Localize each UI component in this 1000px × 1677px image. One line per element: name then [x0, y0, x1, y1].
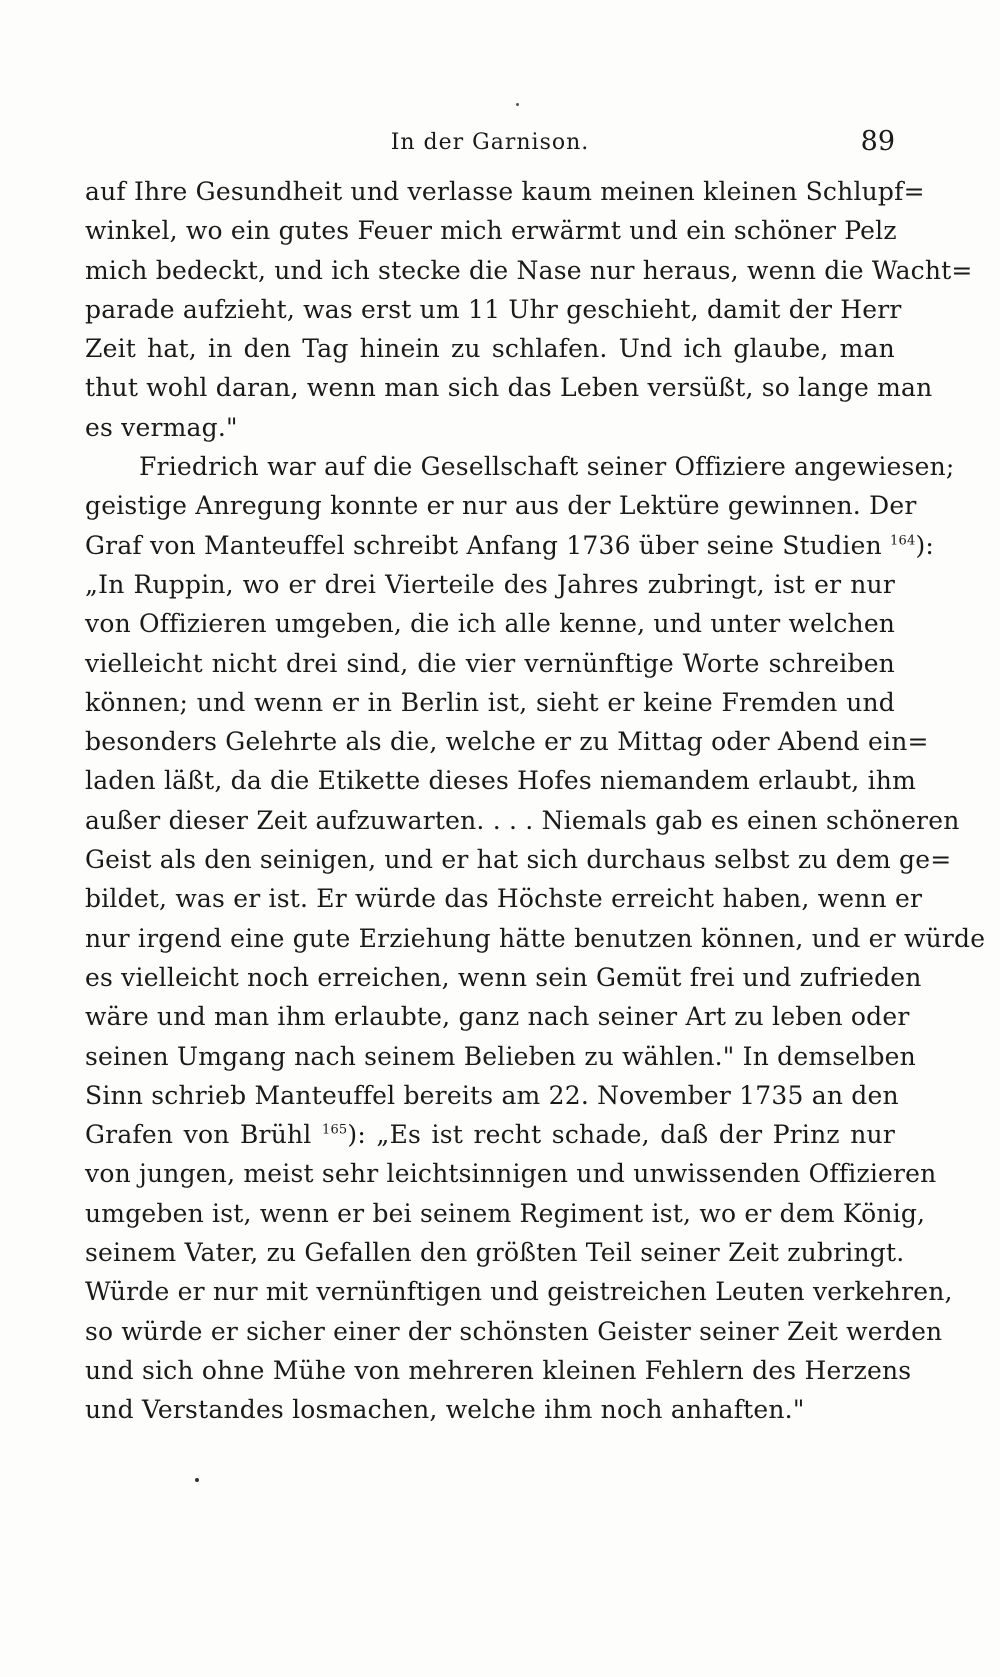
text-line: seinem Vater, zu Gefallen den größten Teil seiner Zeit zubringt.	[85, 1238, 905, 1268]
text-line	[85, 526, 935, 565]
paragraph-1	[85, 172, 973, 447]
text-line: Zeit hat, in den Tag hinein zu schlafen. Und ich glaube, man	[85, 334, 895, 364]
text-line: „In Ruppin, wo er drei Vierteile des Jahres zubringt, ist er nur	[85, 569, 895, 599]
text-line: parade aufzieht, was erst um 11 Uhr geschieht, damit der Herr	[85, 294, 902, 324]
text-line: laden läßt, da die Etikette dieses Hofes niemandem erlaubt, ihm	[85, 766, 916, 796]
page-header	[85, 124, 895, 164]
line-text: Graf von Manteuffel schreibt Anfang 1736 über seine Studien	[85, 530, 882, 560]
text-line: auf Ihre Gesundheit und verlasse kaum meinen kleinen Schlupf=	[85, 177, 925, 206]
text-line: seinen Umgang nach seinem Belieben zu wählen." In demselben	[85, 1041, 916, 1071]
text-line: besonders Gelehrte als die, welche er zu Mittag oder Abend ein=	[85, 727, 929, 757]
footnote-ref-164: 164	[890, 533, 916, 549]
page-number: 89	[860, 126, 895, 157]
text-line: mich bedeckt, und ich stecke die Nase nur heraus, wenn die Wacht=	[85, 255, 973, 285]
line-text-tail: ):	[915, 530, 935, 560]
text-line: und Verstandes losmachen, welche ihm noch anhaften."	[85, 1395, 805, 1425]
text-line: bildet, was er ist. Er würde das Höchste erreicht haben, wenn er	[85, 884, 923, 914]
text-line: es vermag."	[85, 412, 238, 442]
text-line: geistige Anregung konnte er nur aus der Lektüre gewinnen. Der	[85, 491, 917, 521]
running-title: In der Garnison.	[390, 130, 590, 155]
text-line: vielleicht nicht drei sind, die vier vernünftige Worte schreiben	[85, 648, 895, 678]
print-speck	[516, 103, 519, 106]
text-line: thut wohl daran, wenn man sich das Leben versüßt, so lange man	[85, 373, 933, 403]
text-line: von Offizieren umgeben, die ich alle kenne, und unter welchen	[85, 609, 896, 639]
paragraph-2	[85, 447, 986, 1429]
text-line: es vielleicht noch erreichen, wenn sein Gemüt frei und zufrieden	[85, 962, 922, 992]
text-line: außer dieser Zeit aufzuwarten. . . . Niemals gab es einen schöneren	[85, 805, 960, 835]
line-text: Grafen von Brühl	[85, 1120, 312, 1150]
text-line: Friedrich war auf die Gesellschaft seiner Offiziere angewiesen;	[139, 452, 955, 482]
text-line: Sinn schrieb Manteuffel bereits am 22. November 1735 an den	[85, 1080, 899, 1110]
print-speck	[195, 1478, 199, 1482]
footnote-ref-165: 165	[321, 1122, 348, 1138]
text-line	[85, 1115, 895, 1154]
text-line: umgeben ist, wenn er bei seinem Regiment ist, wo er dem König,	[85, 1198, 926, 1228]
text-line: so würde er sicher einer der schönsten Geister seiner Zeit werden	[85, 1316, 943, 1346]
text-line: nur irgend eine gute Erziehung hätte benutzen können, und er würde	[85, 923, 986, 953]
text-line: winkel, wo ein gutes Feuer mich erwärmt und ein schöner Pelz	[85, 216, 897, 246]
line-text-tail: ): „Es ist recht schade, daß der Prinz nur	[347, 1120, 895, 1150]
text-line: von jungen, meist sehr leichtsinnigen und unwissenden Offizieren	[85, 1159, 937, 1189]
text-line: und sich ohne Mühe von mehreren kleinen Fehlern des Herzens	[85, 1355, 912, 1385]
text-line: Geist als den seinigen, und er hat sich durchaus selbst zu dem ge=	[85, 845, 952, 875]
text-line: wäre und man ihm erlaubte, ganz nach seiner Art zu leben oder	[85, 1002, 910, 1032]
text-line: können; und wenn er in Berlin ist, sieht er keine Fremden und	[85, 687, 895, 717]
text-line: Würde er nur mit vernünftigen und geistreichen Leuten verkehren,	[85, 1277, 953, 1307]
body-text	[85, 172, 986, 1430]
